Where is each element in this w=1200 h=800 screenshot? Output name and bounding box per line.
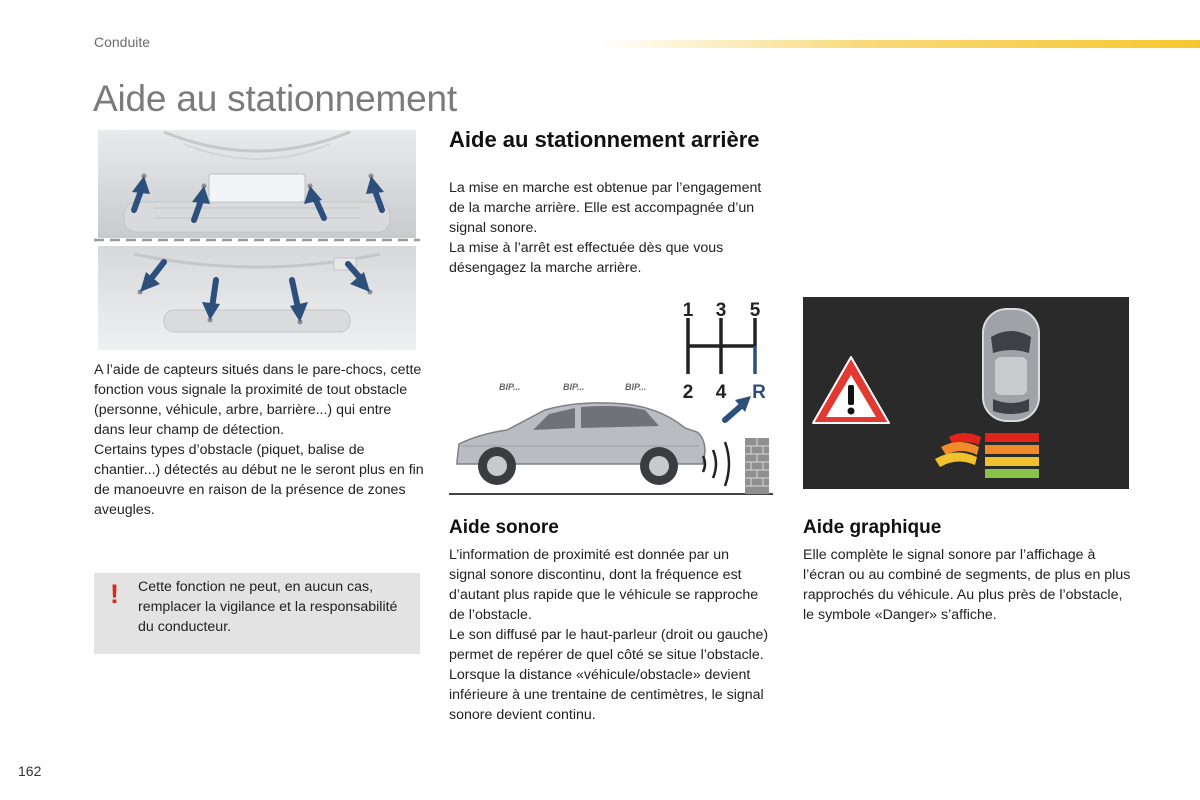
bumper-sensors-illustration [94, 130, 420, 350]
reversing-car-illustration [449, 296, 775, 500]
proximity-segments [935, 433, 1039, 478]
audio-paragraph: L’information de proximité est donnée par un signal sonore discontinu, dont la fréquence est d’autant plus rapide que le véhicule se rapproche de l’obstacle. [449, 547, 759, 623]
bip-label: BIP... [563, 382, 585, 392]
gear-3-label: 3 [715, 300, 727, 321]
left-column-text [94, 360, 424, 520]
gear-1-label: 1 [682, 300, 694, 321]
bip-label: BIP... [625, 382, 647, 392]
audio-paragraph: Lorsque la distance «véhicule/obstacle» devient inférieure à une trentaine de centimètres, le signal sonore devient continu. [449, 667, 764, 723]
audio-section-text [449, 545, 769, 725]
graphic-paragraph: Elle complète le signal sonore par l’affichage à l’écran ou au combiné de segments, de plus en plus rapprochés du véhicule. Au plus près de l’obstacle, le symbole «Danger» s’affiche. [803, 547, 1131, 623]
header-accent-bar [600, 40, 1200, 48]
rear-section-heading: Aide au stationnement arrière [449, 127, 760, 152]
audio-paragraph: Le son diffusé par le haut-parleur (droit ou gauche) permet de repérer de quel côté se situe l’obstacle. [449, 627, 769, 663]
rear-section-text [449, 178, 769, 278]
page-title: Aide au stationnement [93, 78, 457, 119]
warning-icon: ! [110, 579, 119, 609]
graphic-section-heading: Aide graphique [803, 517, 942, 538]
car-top-view-icon [983, 309, 1039, 421]
gear-2-label: 2 [682, 382, 694, 403]
left-paragraph: A l’aide de capteurs situés dans le pare-chocs, cette fonction vous signale la proximité de tout obstacle (personne, véhicule, arbre, barrière...) qui entre dans leur champ de détection. [94, 362, 422, 438]
bip-label: BIP... [499, 382, 521, 392]
gear-r-label: R [752, 382, 766, 403]
gear-5-label: 5 [749, 300, 761, 321]
danger-icon [813, 357, 889, 423]
gear-4-label: 4 [715, 382, 727, 403]
rear-paragraph: La mise à l’arrêt est effectuée dès que vous désengagez la marche arrière. [449, 240, 724, 276]
section-label: Conduite [94, 34, 151, 50]
warning-text: Cette fonction ne peut, en aucun cas, remplacer la vigilance et la responsabilité du conducteur. [138, 579, 398, 635]
rear-paragraph: La mise en marche est obtenue par l’engagement de la marche arrière. Elle est accompagnée d’un signal sonore. [449, 180, 762, 236]
graphic-section-text [803, 545, 1133, 625]
audio-section-heading: Aide sonore [449, 517, 559, 538]
parking-display-illustration [803, 297, 1129, 489]
left-paragraph: Certains types d’obstacle (piquet, balise de chantier...) détectés au début ne le seront plus en fin de manoeuvre en raison de la présence de zones aveugles. [94, 442, 424, 518]
page-number: 162 [18, 763, 42, 779]
